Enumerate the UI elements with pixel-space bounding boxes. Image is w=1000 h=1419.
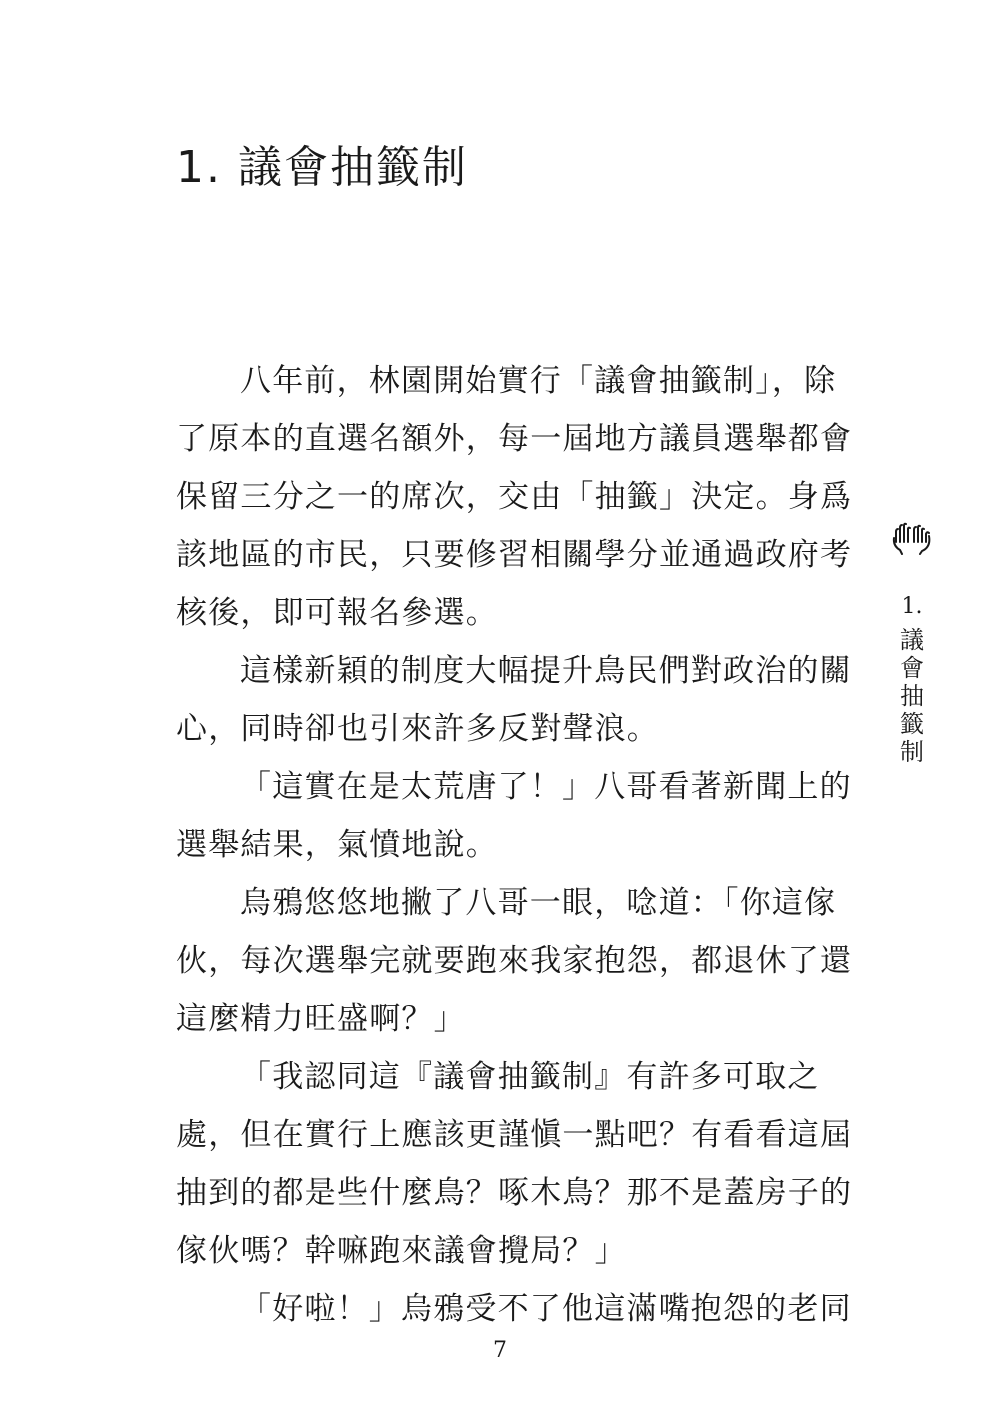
text-line: 心，同時卻也引來許多反對聲浪。 bbox=[176, 711, 659, 747]
chapter-side-tab bbox=[882, 520, 942, 766]
body-text bbox=[176, 352, 853, 1338]
text-line: 保留三分之一的席次，交由「抽籤」決定。身爲 bbox=[176, 479, 853, 515]
text-line: 這樣新穎的制度大幅提升鳥民們對政治的關 bbox=[240, 653, 852, 689]
text-line: 伙，每次選舉完就要跑來我家抱怨，都退休了還 bbox=[176, 943, 853, 979]
side-chapter-title: 議會抽籤制 bbox=[900, 626, 924, 766]
raised-hands-icon bbox=[892, 520, 932, 556]
text-line: 「好啦！」烏鴉受不了他這滿嘴抱怨的老同 bbox=[240, 1291, 852, 1327]
text-line: 這麼精力旺盛啊？」 bbox=[176, 1001, 466, 1037]
text-line: 核後，即可報名參選。 bbox=[176, 595, 498, 631]
text-line: 八年前，林園開始實行「議會抽籤制」，除 bbox=[240, 363, 837, 399]
text-line: 了原本的直選名額外，每一屆地方議員選舉都會 bbox=[176, 421, 853, 457]
text-line: 「這實在是太荒唐了！」八哥看著新聞上的 bbox=[240, 769, 852, 805]
text-line: 抽到的都是些什麼鳥？啄木鳥？那不是蓋房子的 bbox=[176, 1175, 853, 1211]
text-line: 選舉結果，氣憤地說。 bbox=[176, 827, 498, 863]
text-line: 該地區的市民，只要修習相關學分並通過政府考 bbox=[176, 537, 853, 573]
text-line: 「我認同這『議會抽籤制』有許多可取之 bbox=[240, 1059, 820, 1095]
page-number: 7 bbox=[493, 1338, 507, 1363]
text-line: 處，但在實行上應該更謹愼一點吧？有看看這屆 bbox=[176, 1117, 853, 1153]
text-line: 烏鴉悠悠地撇了八哥一眼，唸道：「你這傢 bbox=[240, 885, 837, 921]
text-line: 傢伙嗎？幹嘛跑來議會攪局？」 bbox=[176, 1233, 627, 1269]
side-chapter-number: 1. bbox=[901, 594, 923, 619]
chapter-title: 1. 議會抽籤制 bbox=[176, 142, 468, 193]
